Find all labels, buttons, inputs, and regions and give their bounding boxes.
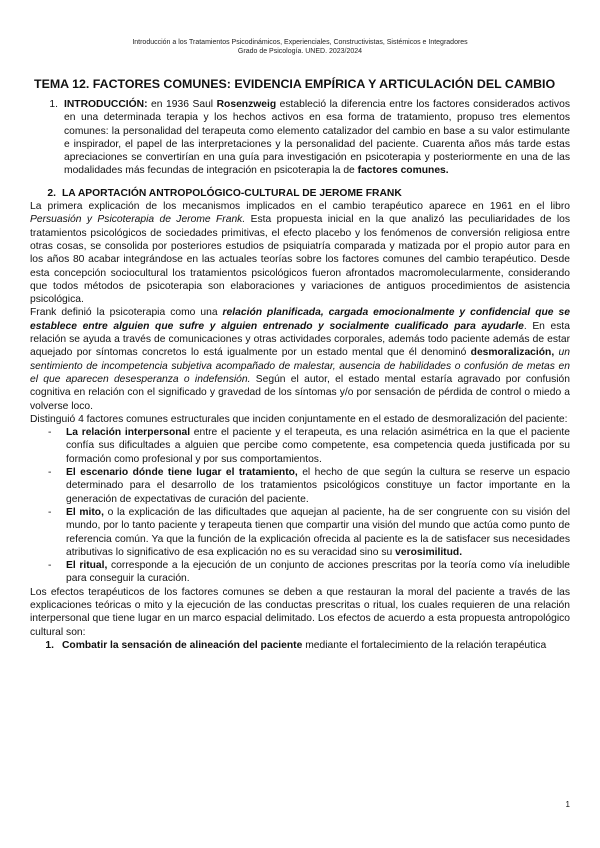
- header-degree-line: Grado de Psicología. UNED. 2023/2024: [237, 48, 363, 55]
- section-heading-frank: [30, 187, 570, 200]
- page-number: 1: [565, 800, 570, 809]
- section-number: 2.: [47, 187, 56, 199]
- section-number: 1.: [49, 99, 58, 110]
- dash-bullet: -: [48, 560, 52, 572]
- paragraph: Los efectos terapéuticos de los factores comunes se deben a que restauran la moral del paciente a través de las explicaciones teóricas o mito y la ejecución de las conductas prescritas o ritual, los cuales requieren de una relación interpersonal que tiene lugar en un marco espacial delimitado. Los efectos de acuerdo a esta propuesta antropológico cultural son:: [30, 586, 570, 638]
- dash-bullet: -: [48, 427, 52, 439]
- section-heading: INTRODUCCIÓN:: [64, 99, 148, 110]
- running-header: [0, 0, 600, 56]
- dash-bullet: -: [48, 506, 52, 518]
- key-term: factores comunes.: [357, 165, 449, 177]
- list-item: - El escenario dónde tiene lugar el tratamiento, el hecho de que según la cultura se reserve un espacio determinado para el desarrollo de los tratamientos psicológicos constituye un factor importante en la generación de expectativas de curación del paciente.: [30, 466, 570, 506]
- section-heading: LA APORTACIÓN ANTROPOLÓGICO-CULTURAL DE JEROME FRANK: [62, 187, 402, 199]
- list-item: 1. Combatir la sensación de alineación del paciente mediante el fortalecimiento de la relación terapéutica: [30, 639, 570, 652]
- paragraph: Distinguió 4 factores comunes estructurales que inciden conjuntamente en el estado de desmoralización del paciente:: [30, 413, 568, 425]
- factors-list: [30, 426, 570, 586]
- dash-bullet: -: [48, 467, 52, 479]
- list-item: - La relación interpersonal entre el paciente y el terapeuta, es una relación asimétrica en la que el paciente confía sus dificultades a alguien que percibe como competente, esa competencia queda justificada por su formación como profesional y por sus comportamientos.: [30, 426, 570, 466]
- author-name: Rosenzweig: [216, 99, 277, 110]
- paragraph: La primera explicación de los mecanismos implicados en el cambio terapéutico aparece en 1961 en el libro Persuasión y Psicoterapia de Jerome Frank. Esta propuesta inicial en la que analizó las peculiaridades de los tratamientos psicológicos de sociedades primitivas, el efecto placebo y los fenómenos de conversión religiosa entre otras cosas, se consolida por posteriores estudios de psiquiatría comparada y matizada por el propio autor para en los años 80 acabar integrándose en las actuales teorías sobre los factores comunes del cambio terapéutico. Desde esta concepción sociocultural los tratamientos psicológicos fueron afrontados macromolecularmente, considerando que todos métodos de psicoterapia son elaboraciones y variaciones de antiguos procedimientos de asistencia psicológica.: [30, 201, 570, 306]
- header-course-line: Introducción a los Tratamientos Psicodinámicos, Experienciales, Constructivistas, Sistémicos e Integradores: [132, 39, 468, 46]
- list-number: 1.: [45, 639, 54, 651]
- list-item: - El ritual, corresponde a la ejecución de un conjunto de acciones prescritas por la teoría como vía ineludible para conseguir la curación.: [30, 559, 570, 586]
- document-body: [30, 98, 570, 652]
- psychotherapy-definition: relación planificada, cargada emocionalmente y confidencial que se establece entre alguien que sufre y alguien entrenado y socialmente cualificado para ayudarle: [30, 307, 570, 332]
- section-introduction: 1. INTRODUCCIÓN: en 1936 Saul Rosenzweig estableció la diferencia entre los factores considerados activos en una determinada terapia y los hechos activos en esa forma de tratamiento, propuso tres elementos comunes: la personalidad del terapeuta como elemento catalizador del cambio en base a su valor estimulante e inspirador, el papel de las interpretaciones y la personalidad del paciente. Cuarenta años más tarde estas apreciaciones se convertirían en una guía para investigación en psicoterapia y posteriormente en una de las modalidades más fecundas de integración en psicoterapia la de factores comunes.: [30, 98, 570, 178]
- paragraph: Frank definió la psicoterapia como una relación planificada, cargada emocionalmente y confidencial que se establece entre alguien que sufre y alguien entrenado y socialmente cualificado para ayudarle. En esta relación se ayuda a través de comunicaciones y otras actividades corporales, además todo paciente además de estar aquejado por síntomas concretos lo está igualmente por un estado mental que él denominó desmoralización, un sentimiento de incompetencia subjetiva acompañado de malestar, ausencia de habilidades o confusión de metas en el que aparecen desesperanza o indefensión. Según el autor, el estado mental estaría agravado por confusión cognitiva en relación con el significado y gravedad de los síntomas y/o por sensación de pérdida de control o miedo a volverse loco.: [30, 307, 570, 412]
- key-term: desmoralización,: [470, 347, 555, 359]
- book-title: Persuasión y Psicoterapia de Jerome Frank.: [30, 214, 246, 226]
- page-title: TEMA 12. FACTORES COMUNES: EVIDENCIA EMPÍRICA Y ARTICULACIÓN DEL CAMBIO: [34, 77, 556, 91]
- list-item: - El mito, o la explicación de las dificultades que aquejan al paciente, ha de ser congruente con su visión del mundo, por lo tanto paciente y terapeuta tienen que compartir una visión del mundo que actúa como punto de referencia común. Ya que la función de la explicación ofrecida al paciente es la de satisfacer sus necesidades atributivas lo significativo de esa explicación no es su veracidad sino su verosimilitud.: [30, 506, 570, 559]
